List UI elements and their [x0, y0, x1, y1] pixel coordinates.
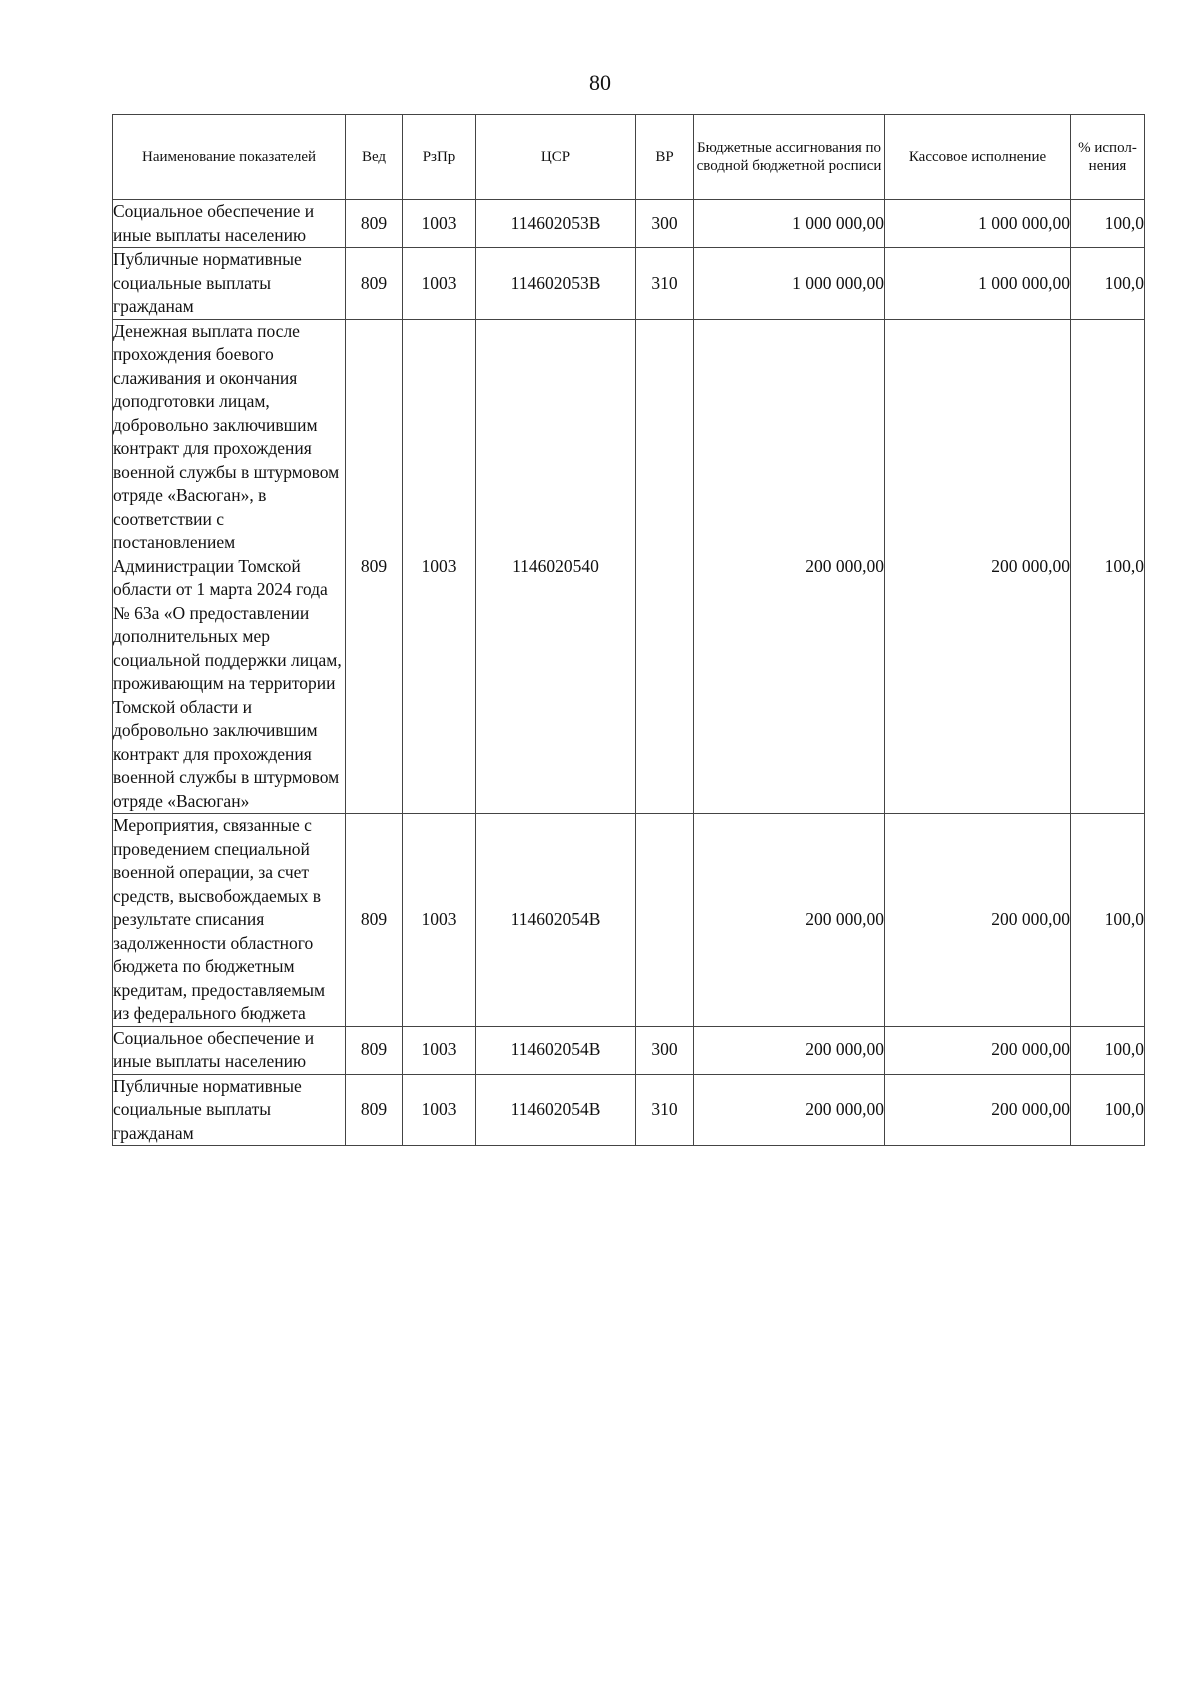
- row-percent: 100,0: [1071, 319, 1145, 814]
- row-rzpr: 1003: [403, 1074, 476, 1146]
- row-vr: 300: [636, 200, 694, 248]
- row-budget: 200 000,00: [694, 1074, 885, 1146]
- row-percent: 100,0: [1071, 248, 1145, 320]
- table-row: [113, 1026, 1145, 1074]
- row-csr: 114602053В: [476, 200, 636, 248]
- row-name: Денежная выплата после прохождения боевого слаживания и окончания доподготовки лицам, добровольно заключившим контракт для прохождения военной службы в штурмовом отряде «Васюган», в соответствии с постановлением Администрации Томской области от 1 марта 2024 года № 63а «О предоставлении дополнительных мер социальной поддержки лицам, проживающим на территории Томской области и добровольно заключившим контракт для прохождения военной службы в штурмовом отряде «Васюган»: [113, 319, 346, 814]
- table-row: [113, 200, 1145, 248]
- row-budget: 200 000,00: [694, 1026, 885, 1074]
- header-budget: Бюджетные ассигнования по сводной бюджетной росписи: [694, 115, 885, 200]
- table-row: [113, 319, 1145, 814]
- row-rzpr: 1003: [403, 200, 476, 248]
- row-percent: 100,0: [1071, 200, 1145, 248]
- header-csr: ЦСР: [476, 115, 636, 200]
- row-cash: 1 000 000,00: [885, 200, 1071, 248]
- row-budget: 1 000 000,00: [694, 200, 885, 248]
- row-name: Социальное обеспечение и иные выплаты населению: [113, 1026, 346, 1074]
- row-budget: 1 000 000,00: [694, 248, 885, 320]
- row-name: Публичные нормативные социальные выплаты гражданам: [113, 1074, 346, 1146]
- row-rzpr: 1003: [403, 319, 476, 814]
- row-ved: 809: [346, 200, 403, 248]
- row-name: Публичные нормативные социальные выплаты гражданам: [113, 248, 346, 320]
- page-number: 80: [589, 70, 611, 95]
- row-cash: 200 000,00: [885, 814, 1071, 1027]
- row-vr: 310: [636, 1074, 694, 1146]
- row-vr: [636, 319, 694, 814]
- row-rzpr: 1003: [403, 1026, 476, 1074]
- row-budget: 200 000,00: [694, 814, 885, 1027]
- row-csr: 1146020540: [476, 319, 636, 814]
- row-percent: 100,0: [1071, 1074, 1145, 1146]
- table-row: [113, 1074, 1145, 1146]
- row-name: Мероприятия, связанные с проведением специальной военной операции, за счет средств, высвобождаемых в результате списания задолженности областного бюджета по бюджетным кредитам, предоставляемым из федерального бюджета: [113, 814, 346, 1027]
- header-ved: Вед: [346, 115, 403, 200]
- header-name: Наименование показателей: [113, 115, 346, 200]
- row-vr: 300: [636, 1026, 694, 1074]
- row-rzpr: 1003: [403, 248, 476, 320]
- row-budget: 200 000,00: [694, 319, 885, 814]
- row-csr: 114602054В: [476, 1074, 636, 1146]
- row-rzpr: 1003: [403, 814, 476, 1027]
- row-cash: 200 000,00: [885, 1074, 1071, 1146]
- row-percent: 100,0: [1071, 814, 1145, 1027]
- budget-execution-table: [112, 114, 1145, 1146]
- header-rzpr: РзПр: [403, 115, 476, 200]
- row-ved: 809: [346, 248, 403, 320]
- header-percent: % испол-нения: [1071, 115, 1145, 200]
- row-csr: 114602054В: [476, 1026, 636, 1074]
- row-percent: 100,0: [1071, 1026, 1145, 1074]
- row-name: Социальное обеспечение и иные выплаты населению: [113, 200, 346, 248]
- header-cash: Кассовое исполнение: [885, 115, 1071, 200]
- row-ved: 809: [346, 319, 403, 814]
- table-row: [113, 248, 1145, 320]
- header-vr: ВР: [636, 115, 694, 200]
- row-csr: 114602053В: [476, 248, 636, 320]
- row-csr: 114602054В: [476, 814, 636, 1027]
- table-row: [113, 814, 1145, 1027]
- row-ved: 809: [346, 1026, 403, 1074]
- row-cash: 200 000,00: [885, 319, 1071, 814]
- row-ved: 809: [346, 1074, 403, 1146]
- row-cash: 1 000 000,00: [885, 248, 1071, 320]
- row-cash: 200 000,00: [885, 1026, 1071, 1074]
- row-ved: 809: [346, 814, 403, 1027]
- row-vr: [636, 814, 694, 1027]
- header-row: [113, 115, 1145, 200]
- row-vr: 310: [636, 248, 694, 320]
